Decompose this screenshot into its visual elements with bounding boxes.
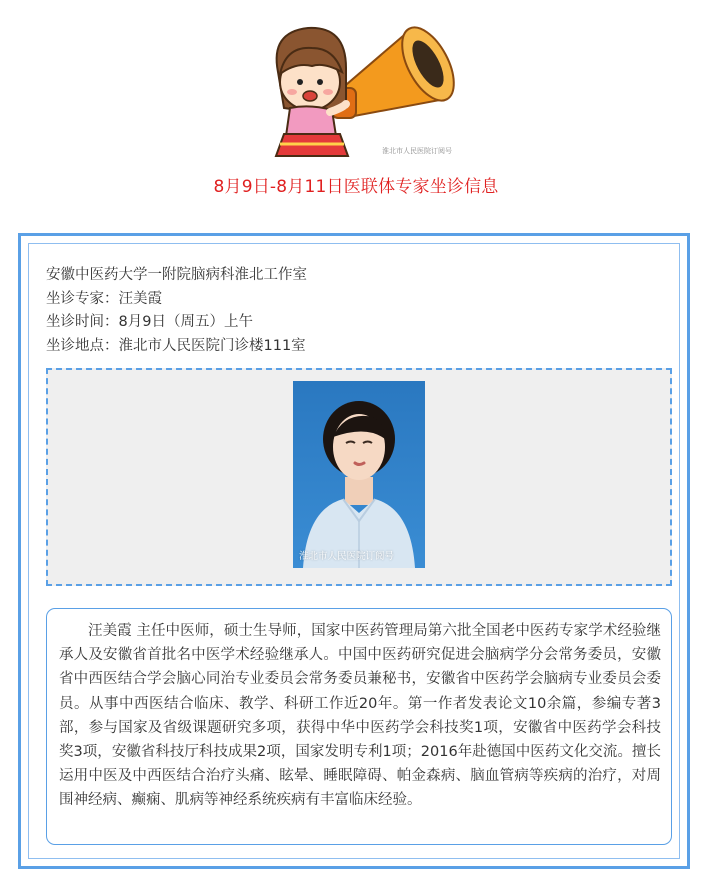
expert-bio-text: 汪美霞 主任中医师，硕士生导师，国家中医药管理局第六批全国老中医药专家学术经验继承人及安徽省首批名中医学术经验继承人。中国中医药研究促进会脑病学分会常务委员，安徽省中西医结合学会脑心同治专业委员会常务委员兼秘书，安徽省中医药学会脑病专业委员会委员。从事中西医结合临床、教学、科研工作近20年。第一作者发表论文10余篇，参编专著3部，参与国家及省级课题研究多项，获得中华中医药学会科技奖1项，安徽省中医药学会科技奖3项，安徽省科技厅科技成果2项，国家发明专利1项；2016年赴德国中医药文化交流。擅长运用中医及中西医结合治疗头痛、眩晕、睡眠障碍、帕金森病、脑血管病等疾病的治疗，对周围神经病、癫痫、肌病等神经系统疾病有丰富临床经验。 xyxy=(59,623,661,809)
clinic-info xyxy=(46,264,307,358)
photo-watermark: 淮北市人民医院订阅号 xyxy=(299,551,395,562)
schedule-card-inner xyxy=(28,243,680,859)
expert-photo xyxy=(293,381,425,568)
expert-name: 坐诊专家：汪美霞 xyxy=(46,290,162,307)
expert-bio xyxy=(46,608,672,845)
studio-name: 安徽中医药大学一附院脑病科淮北工作室 xyxy=(46,267,307,283)
clinic-time: 坐诊时间：8月9日（周五）上午 xyxy=(46,314,253,330)
portrait-icon xyxy=(293,381,425,568)
megaphone-girl-illustration xyxy=(250,12,462,164)
page-title: 8月9日-8月11日医联体专家坐诊信息 xyxy=(213,177,499,197)
schedule-card xyxy=(18,233,690,869)
megaphone-icon xyxy=(250,12,462,164)
photo-frame xyxy=(46,368,672,586)
clinic-location: 坐诊地点：淮北市人民医院门诊楼111室 xyxy=(46,337,306,354)
illustration-watermark: 淮北市人民医院订阅号 xyxy=(382,147,452,155)
